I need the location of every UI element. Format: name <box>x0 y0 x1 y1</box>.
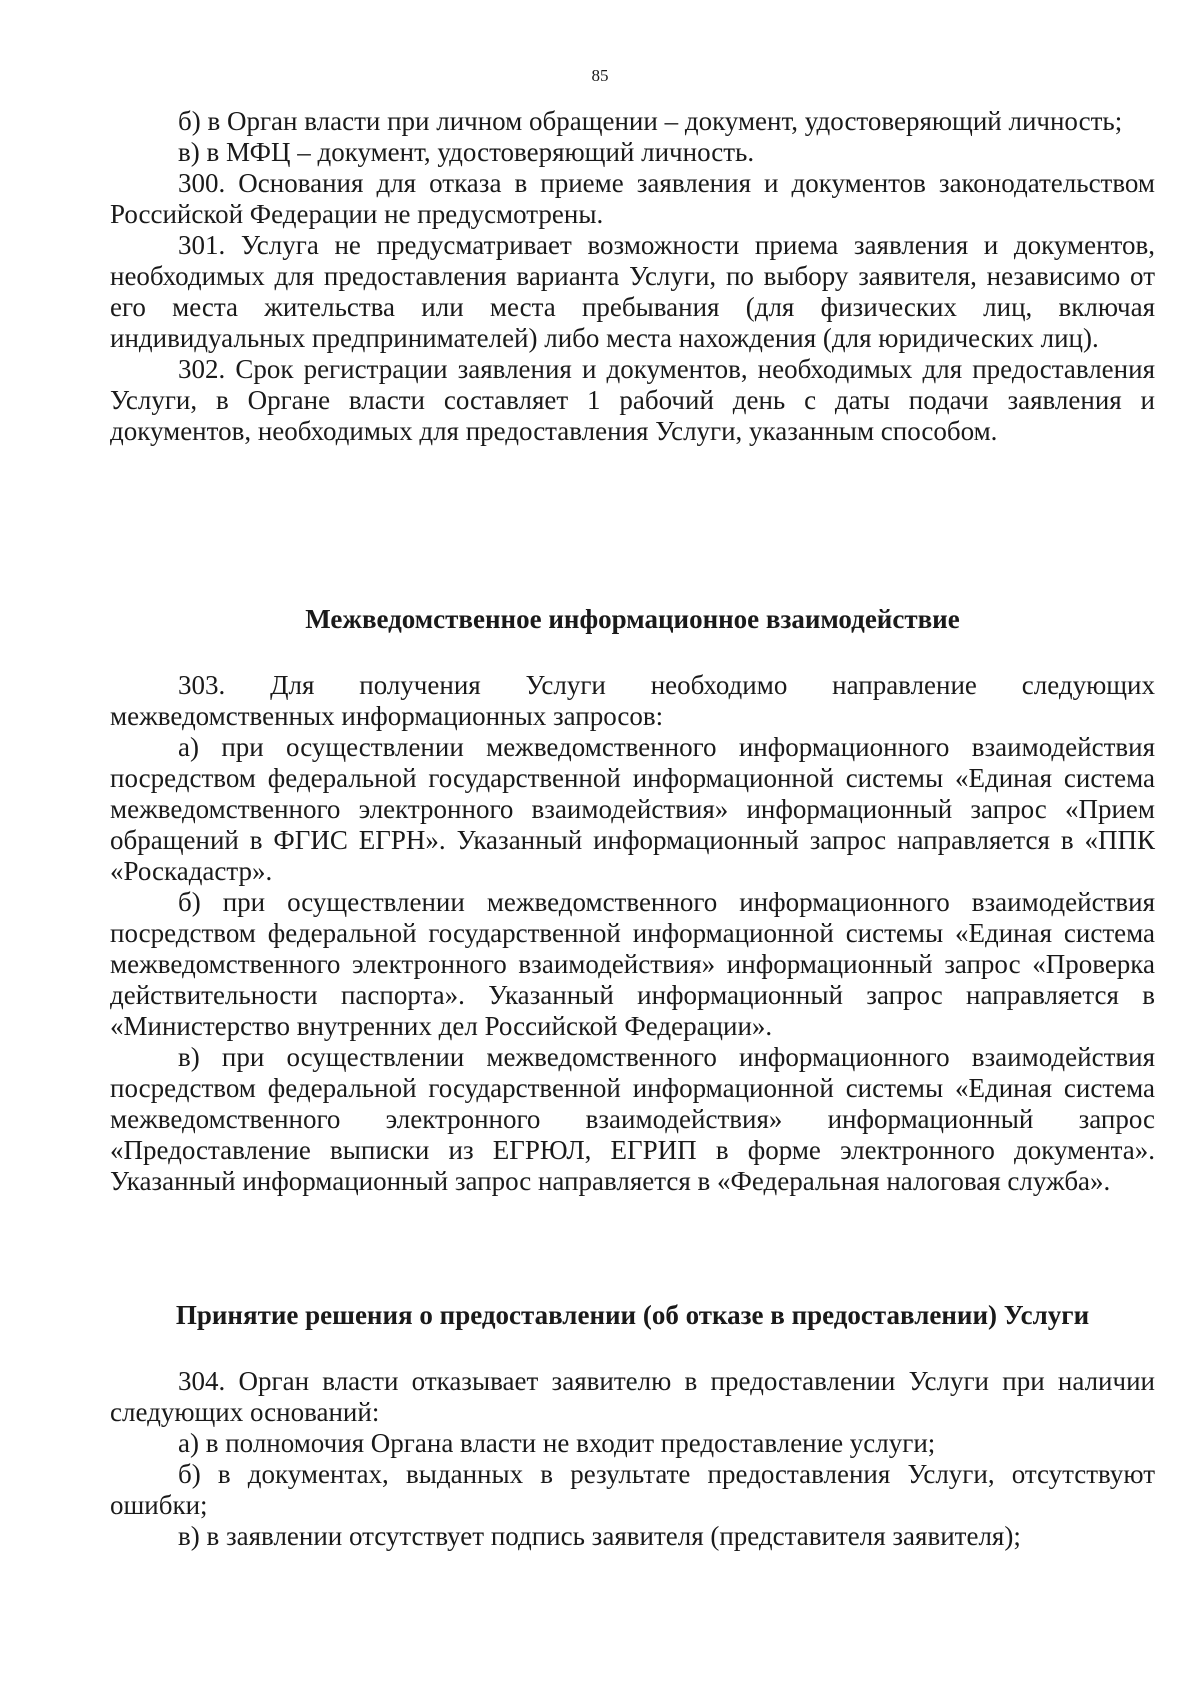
top-paragraphs <box>110 106 1155 447</box>
paragraph-304: 304. Орган власти отказывает заявителю в предоставлении Услуги при наличии следующих оснований: <box>110 1366 1155 1427</box>
paragraph-304-b: б) в документах, выданных в результате предоставления Услуги, отсутствуют ошибки; <box>110 1459 1155 1520</box>
paragraph-identity-organ: б) в Орган власти при личном обращении – документ, удостоверяющий личность; <box>178 106 1123 136</box>
paragraph-303-c: в) при осуществлении межведомственного информационного взаимодействия посредством федеральной государственной информационной системы «Единая система межведомственного электронного взаимодействия» информационный запрос «Предоставление выписки из ЕГРЮЛ, ЕГРИП в форме электронного документа». Указанный информационный запрос направляется в «Федеральная налоговая служба». <box>110 1042 1155 1196</box>
section-heading-interagency: Межведомственное информационное взаимодействие <box>305 604 960 634</box>
paragraph-303: 303. Для получения Услуги необходимо направление следующих межведомственных информационных запросов: <box>110 670 1155 731</box>
paragraph-301: 301. Услуга не предусматривает возможности приема заявления и документов, необходимых для предоставления варианта Услуги, по выбору заявителя, независимо от его места жительства или места пребывания (для физических лиц, включая индивидуальных предпринимателей) либо места нахождения (для юридических лиц). <box>110 230 1155 353</box>
section-heading-decision: Принятие решения о предоставлении (об отказе в предоставлении) Услуги <box>175 1300 1090 1330</box>
section-decision-body <box>110 1366 1155 1552</box>
paragraph-302: 302. Срок регистрации заявления и документов, необходимых для предоставления Услуги, в Органе власти составляет 1 рабочий день с даты подачи заявления и документов, необходимых для предоставления Услуги, указанным способом. <box>110 354 1155 446</box>
page-number: 85 <box>591 66 609 85</box>
paragraph-303-a: а) при осуществлении межведомственного информационного взаимодействия посредством федеральной государственной информационной системы «Единая система межведомственного электронного взаимодействия» информационный запрос «Прием обращений в ФГИС ЕГРН». Указанный информационный запрос направляется в «ППК «Роскадастр». <box>110 732 1155 886</box>
paragraph-identity-mfc: в) в МФЦ – документ, удостоверяющий личность. <box>178 137 755 167</box>
paragraph-304-a: а) в полномочия Органа власти не входит предоставление услуги; <box>178 1428 936 1458</box>
paragraph-303-b: б) при осуществлении межведомственного информационного взаимодействия посредством федеральной государственной информационной системы «Единая система межведомственного электронного взаимодействия» информационный запрос «Проверка действительности паспорта». Указанный информационный запрос направляется в «Министерство внутренних дел Российской Федерации». <box>110 887 1155 1041</box>
section-interagency-body <box>110 670 1155 1197</box>
paragraph-304-c: в) в заявлении отсутствует подпись заявителя (представителя заявителя); <box>178 1521 1021 1551</box>
paragraph-300: 300. Основания для отказа в приеме заявления и документов законодательством Российской Федерации не предусмотрены. <box>110 168 1155 229</box>
